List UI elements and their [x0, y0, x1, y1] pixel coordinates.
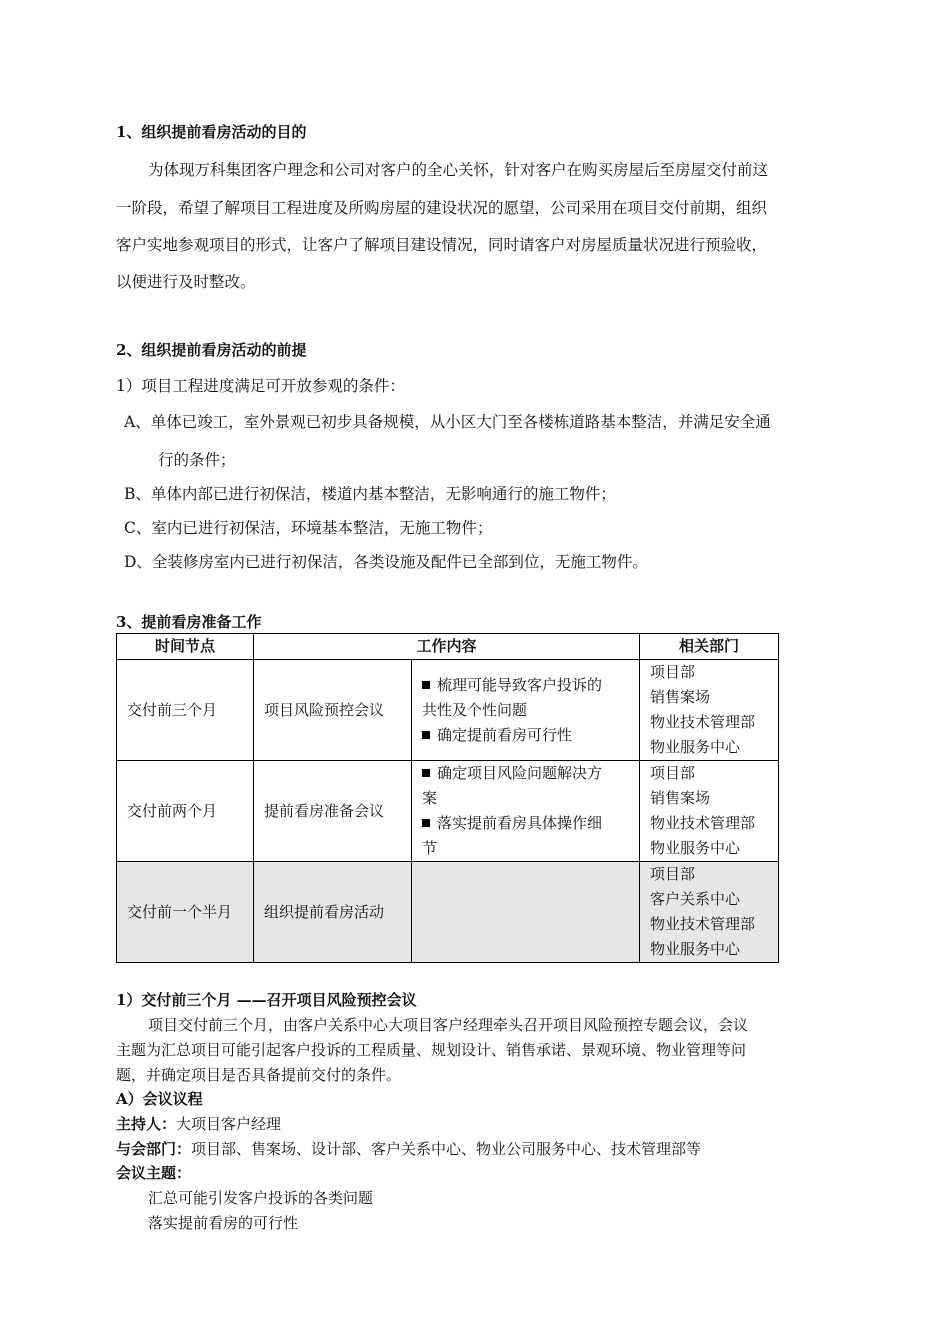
topic-item: 落实提前看房的可行性 — [148, 1214, 299, 1232]
row1-task: 项目风险预控会议 — [254, 660, 412, 761]
condition-b: B、单体内部已进行初保洁，楼道内基本整洁，无影响通行的施工物件； — [124, 485, 616, 503]
row3-details — [412, 862, 640, 963]
agenda-heading: A）会议议程 — [116, 1090, 203, 1108]
section1-line-4: 以便进行及时整改。 — [116, 273, 256, 291]
bullet-icon — [422, 769, 430, 777]
table-row — [117, 660, 779, 761]
row2-departments: 项目部 销售案场 物业技术管理部 物业服务中心 — [640, 761, 779, 862]
table-row — [117, 761, 779, 862]
row1-departments: 项目部 销售案场 物业技术管理部 物业服务中心 — [640, 660, 779, 761]
section3-heading: 3、提前看房准备工作 — [116, 613, 262, 631]
topics-label: 会议主题： — [116, 1164, 192, 1182]
meeting-line-1: 项目交付前三个月，由客户关系中心大项目客户经理牵头召开项目风险预控专题会议，会议 — [148, 1016, 749, 1034]
header-departments: 相关部门 — [640, 634, 779, 660]
section1-heading: 1、组织提前看房活动的目的 — [116, 123, 307, 141]
host-label: 主持人： — [116, 1115, 177, 1133]
condition-c: C、室内已进行初保洁，环境基本整洁，无施工物件； — [124, 519, 493, 537]
host-value: 大项目客户经理 — [176, 1115, 282, 1133]
condition-a-line-1: A、单体已竣工，室外景观已初步具备规模，从小区大门至各楼栋道路基本整洁，并满足安全通 — [124, 413, 771, 431]
section2-intro: 1）项目工程进度满足可开放参观的条件： — [116, 377, 405, 395]
attend-value: 项目部、售案场、设计部、客户关系中心、物业公司服务中心、技术管理部等 — [191, 1140, 702, 1158]
section1-line-3: 客户实地参观项目的形式，让客户了解项目建设情况，同时请客户对房屋质量状况进行预验收， — [116, 236, 768, 254]
attend-line — [116, 1138, 701, 1159]
meeting-line-2: 主题为汇总项目可能引起客户投诉的工程质量、规划设计、销售承诺、景观环境、物业管理等问 — [116, 1041, 747, 1059]
section2-heading: 2、组织提前看房活动的前提 — [116, 341, 307, 359]
row1-details: 梳理可能导致客户投诉的 共性及个性问题 确定提前看房可行性 — [412, 660, 640, 761]
row2-time: 交付前两个月 — [117, 761, 254, 862]
bullet-icon — [422, 819, 430, 827]
row1-time: 交付前三个月 — [117, 660, 254, 761]
row2-details: 确定项目风险问题解决方 案 落实提前看房具体操作细 节 — [412, 761, 640, 862]
row3-task: 组织提前看房活动 — [254, 862, 412, 963]
header-content: 工作内容 — [254, 634, 640, 660]
row2-task: 提前看房准备会议 — [254, 761, 412, 862]
attend-label: 与会部门： — [116, 1140, 192, 1158]
section1-line-2: 一阶段，希望了解项目工程进度及所购房屋的建设状况的愿望，公司采用在项目交付前期，组织 — [116, 199, 768, 217]
bullet-icon — [422, 731, 430, 739]
header-time: 时间节点 — [117, 634, 254, 660]
preparation-table — [116, 633, 779, 963]
section1-line-1: 为体现万科集团客户理念和公司对客户的全心关怀，针对客户在购买房屋后至房屋交付前这 — [148, 161, 769, 179]
condition-a-line-2: 行的条件； — [158, 451, 236, 469]
row3-time: 交付前一个半月 — [117, 862, 254, 963]
condition-d: D、全装修房室内已进行初保洁，各类设施及配件已全部到位，无施工物件。 — [124, 553, 648, 571]
meeting-line-3: 题，并确定项目是否具备提前交付的条件。 — [116, 1066, 402, 1084]
row3-departments: 项目部 客户关系中心 物业技术管理部 物业服务中心 — [640, 862, 779, 963]
topic-item: 汇总可能引发客户投诉的各类问题 — [148, 1189, 374, 1207]
host-line — [116, 1113, 281, 1134]
meeting-title: 1）交付前三个月 ——召开项目风险预控会议 — [116, 991, 417, 1009]
bullet-icon — [422, 681, 430, 689]
table-header-row — [117, 634, 779, 660]
table-row — [117, 862, 779, 963]
